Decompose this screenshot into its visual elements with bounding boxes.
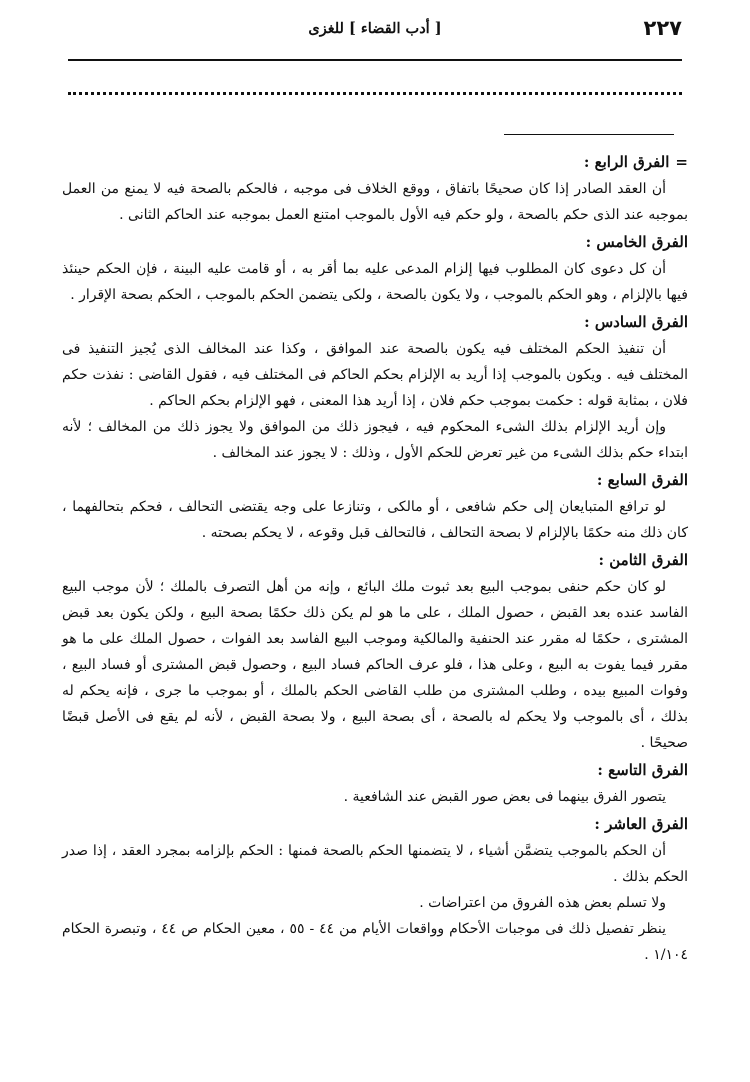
section-heading: =الفرق الرابع : (62, 148, 688, 176)
paragraph: وإن أريد الإلزام بذلك الشىء المحكوم فيه ، فيجوز ذلك من الموافق ولا يجوز ذلك من المخالف ؛ لأنه ابتداء حكم بذلك الشىء من غير تعرض للحكم الأول ، وذلك : لا يجوز عند المخالف . (62, 419, 688, 461)
section-sixth-difference (62, 308, 688, 466)
section-heading: الفرق السابع : (596, 471, 688, 489)
footnote-rule (504, 134, 674, 135)
reference-note: ينظر تفصيل ذلك فى موجبات الأحكام وواقعات الأيام من ٤٤ - ٥٥ ، معين الحكام ص ٤٤ ، وتبصرة الحكام ١/١٠٤ . (62, 921, 688, 963)
section-heading: الفرق العاشر : (594, 815, 688, 833)
paragraph: أن تنفيذ الحكم المختلف فيه يكون بالصحة عند الموافق ، وكذا عند المخالف الذى يُجيز التنفيذ فى المختلف فيه . ويكون بالموجب إذا أريد به الإلزام بحكم الحاكم فى المختلف فيه ، فقول القاضى : نفذت حكم فلان ، بمثابة قوله : حكمت بموجب حكم فلان ، إذا أريد هذا المعنى ، فهو الإلزام بحكم الحاكم . (62, 341, 688, 409)
section-heading: الفرق الخامس : (585, 233, 688, 251)
page-header (68, 14, 682, 48)
page-number: ٢٢٧ (643, 16, 682, 40)
paragraph: لو ترافع المتبايعان إلى حكم شافعى ، أو مالكى ، وتنازعا على وجه يقتضى التحالف ، فحكم بتحالفهما ، كان ذلك منه حكمًا بالإلزام لا بصحة التحالف ، فالتحالف قبل وقوعه ، لا يحكم بصحته . (62, 499, 688, 541)
paragraph: أن العقد الصادر إذا كان صحيحًا باتفاق ، ووقع الخلاف فى موجبه ، فالحكم بالصحة فيه لا يمنع من العمل بموجبه عند الذى حكم بالصحة ، ولو حكم فيه الأول بالموجب امتنع العمل بموجبه عند الحاكم الثانى . (62, 181, 688, 223)
section-heading: الفرق السادس : (584, 313, 688, 331)
paragraph: ولا تسلم بعض هذه الفروق من اعتراضات . (419, 895, 666, 911)
body-text (62, 148, 688, 968)
section-heading: الفرق الثامن : (598, 551, 688, 569)
section-fourth-difference (62, 148, 688, 228)
paragraph: أن الحكم بالموجب يتضمَّن أشياء ، لا يتضمنها الحكم بالصحة فمنها : الحكم بإلزامه بمجرد العقد ، إذا صدر الحكم بذلك . (62, 843, 688, 885)
paragraph: يتصور الفرق بينهما فى بعض صور القبض عند الشافعية . (343, 789, 666, 805)
paragraph: لو كان حكم حنفى بموجب البيع بعد ثبوت ملك البائع ، وإنه من أهل التصرف بالملك ؛ لأن موجب البيع الفاسد عنده بعد القبض ، حصول الملك ، على ما هو لم يكن ذلك حكمًا بصحة البيع ، ولكن يكون بعد قبض المشترى ، حكمًا له مقرر عند الحنفية والمالكية وموجب البيع الفاسد بعد الفوات ، حصول الملك على ما هو مقرر فيما يفوت به البيع ، وعلى هذا ، فلو عرف الحاكم فساد البيع ، وحصول قبض المشترى أو فساد البيع ، وفوات المبيع بيده ، وطلب المشترى من طلب القاضى الحكم بالملك ، أو بموجب ما جرى ، فإنه يحكم له بذلك ، أى بالموجب ولا يحكم له بالصحة ، أى بصحة البيع ، ولا بصحة القبض ، لأنه لم يقع فى الأصل قبضًا صحيحًا . (62, 579, 688, 751)
dotted-separator (68, 92, 682, 95)
section-eighth-difference (62, 546, 688, 756)
section-fifth-difference (62, 228, 688, 308)
continuation-marker: = (675, 153, 688, 171)
section-ninth-difference (62, 756, 688, 810)
running-title: [ أدب القضاء ] للغزى (308, 20, 442, 37)
paragraph: أن كل دعوى كان المطلوب فيها إلزام المدعى عليه بما أقر به ، أو قامت عليه البينة ، فإن الحكم حينئذ فيها بالإلزام ، وهو الحكم بالموجب ، ولا يكون بالصحة ، ولكى يتضمن الحكم بالموجب ، الحكم بصحة الإقرار . (62, 261, 688, 303)
header-rule (68, 59, 682, 61)
section-tenth-difference (62, 810, 688, 968)
section-heading: الفرق التاسع : (597, 761, 688, 779)
section-seventh-difference (62, 466, 688, 546)
